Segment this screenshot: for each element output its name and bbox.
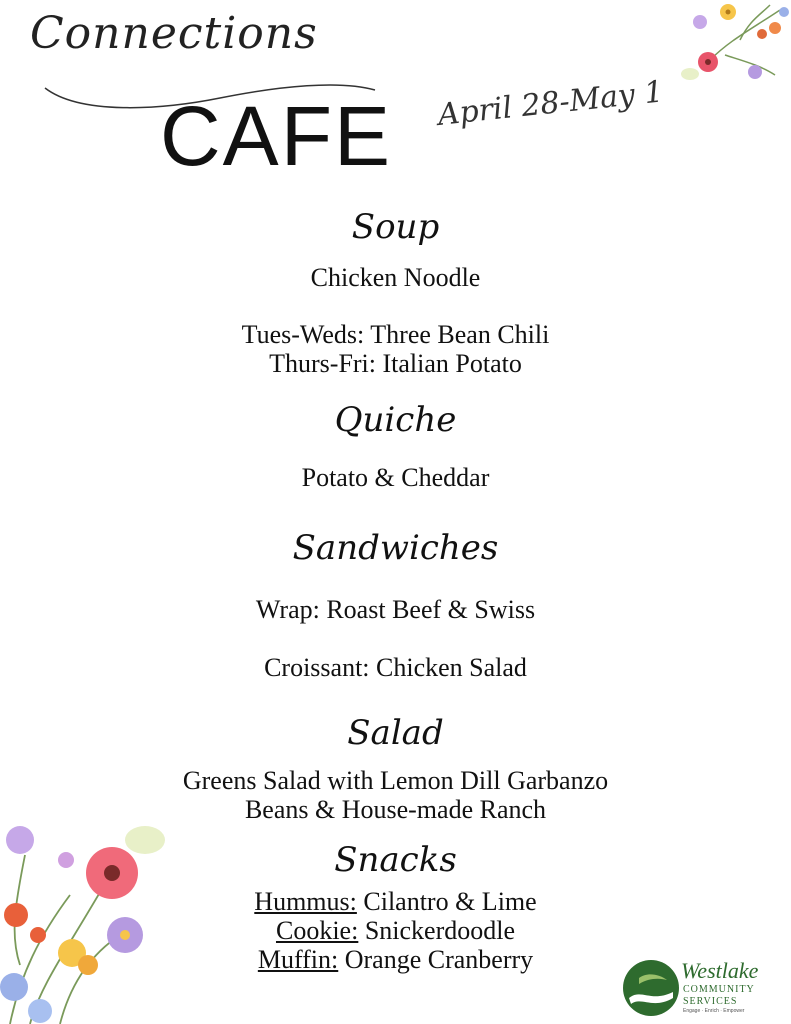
snack-label: Muffin: bbox=[257, 945, 339, 974]
quiche-heading: Quiche bbox=[334, 400, 457, 440]
flower-decoration-top-right bbox=[680, 0, 791, 90]
westlake-logo bbox=[621, 958, 771, 1018]
snacks-heading: Snacks bbox=[334, 840, 457, 880]
snack-item bbox=[0, 916, 791, 945]
snack-label: Hummus: bbox=[254, 887, 357, 916]
soup-item-1: Chicken Noodle bbox=[310, 263, 481, 292]
snack-label: Cookie: bbox=[275, 916, 359, 945]
snack-value: Snickerdoodle bbox=[364, 916, 516, 945]
salad-item-2: Beans & House-made Ranch bbox=[244, 795, 547, 824]
logo-line-2: COMMUNITY bbox=[683, 984, 755, 995]
snack-item bbox=[0, 887, 791, 916]
soup-item-2: Tues-Weds: Three Bean Chili bbox=[241, 320, 550, 349]
logo-emblem-icon bbox=[621, 958, 681, 1018]
salad-item-1: Greens Salad with Lemon Dill Garbanzo bbox=[182, 766, 609, 795]
logo-name: Westlake bbox=[681, 958, 759, 983]
salad-heading: Salad bbox=[347, 713, 444, 753]
sandwiches-heading: Sandwiches bbox=[292, 528, 499, 568]
logo-line-3: SERVICES bbox=[683, 996, 738, 1007]
sandwiches-item-2: Croissant: Chicken Salad bbox=[264, 653, 527, 682]
snack-value: Cilantro & Lime bbox=[363, 887, 537, 916]
brand-main-title: CAFE bbox=[160, 89, 393, 183]
snack-value: Orange Cranberry bbox=[344, 945, 534, 974]
soup-item-3: Thurs-Fri: Italian Potato bbox=[269, 349, 522, 378]
date-range: April 28-May 1 bbox=[436, 74, 666, 133]
logo-tagline: Engage · Enrich · Empower bbox=[683, 1008, 745, 1014]
quiche-item-1: Potato & Cheddar bbox=[301, 463, 490, 492]
brand-script-title: Connections bbox=[30, 8, 318, 59]
soup-heading: Soup bbox=[351, 207, 440, 247]
sandwiches-item-1: Wrap: Roast Beef & Swiss bbox=[255, 595, 536, 624]
